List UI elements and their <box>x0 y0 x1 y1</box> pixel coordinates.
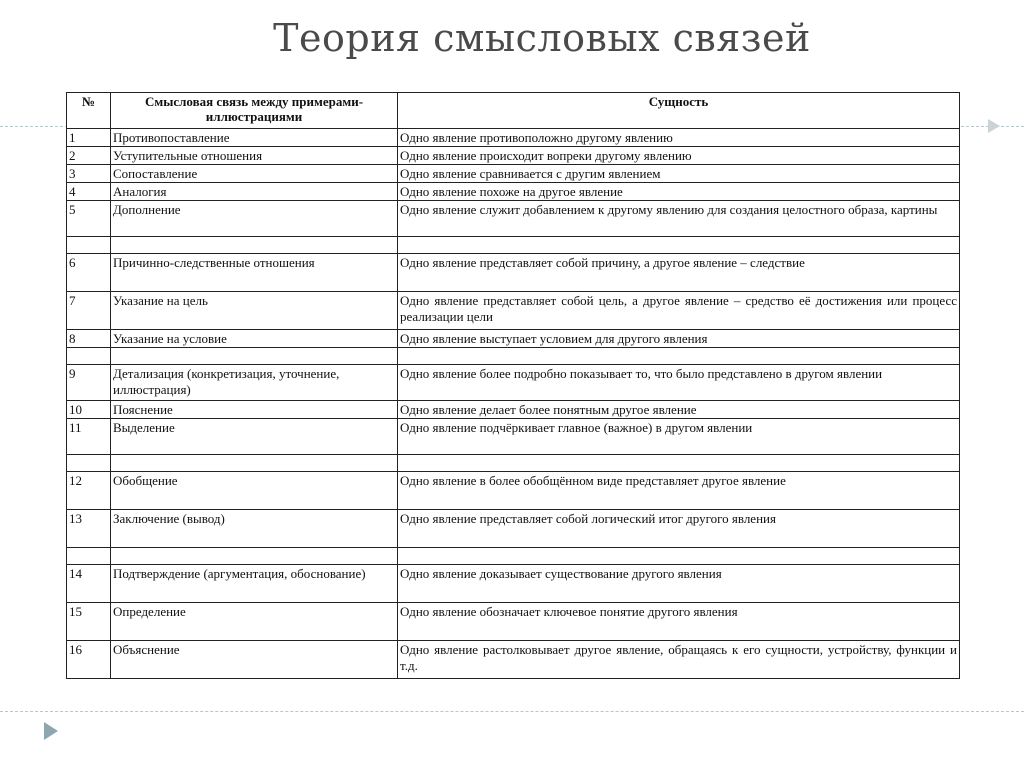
table-row <box>67 147 960 165</box>
row-relation: Аналогия <box>111 183 398 201</box>
play-arrow-icon <box>44 722 58 740</box>
row-relation: Заключение (вывод) <box>111 510 398 548</box>
row-relation: Выделение <box>111 419 398 455</box>
table-row <box>67 510 960 548</box>
row-num: 4 <box>67 183 111 201</box>
row-essence <box>398 455 960 472</box>
slide-title: Теория смысловых связей <box>273 16 811 60</box>
header-num: № <box>67 93 111 129</box>
row-num: 5 <box>67 201 111 237</box>
row-num <box>67 455 111 472</box>
row-essence: Одно явление представляет собой цель, а другое явление – средство её достижения или процесс реализации цели <box>398 292 960 330</box>
row-essence <box>398 548 960 565</box>
row-relation: Противопоставление <box>111 129 398 147</box>
row-relation: Определение <box>111 603 398 641</box>
row-num: 8 <box>67 330 111 348</box>
row-relation <box>111 348 398 365</box>
row-essence: Одно явление представляет собой логический итог другого явления <box>398 510 960 548</box>
row-relation <box>111 237 398 254</box>
row-num: 3 <box>67 165 111 183</box>
table-row <box>67 641 960 679</box>
row-relation: Сопоставление <box>111 165 398 183</box>
row-essence: Одно явление происходит вопреки другому явлению <box>398 147 960 165</box>
bottom-dashed-divider <box>0 711 1024 712</box>
row-num: 1 <box>67 129 111 147</box>
header-essence: Сущность <box>398 93 960 129</box>
table-row-empty <box>67 455 960 472</box>
row-relation: Причинно-следственные отношения <box>111 254 398 292</box>
row-num: 10 <box>67 401 111 419</box>
table-row <box>67 254 960 292</box>
row-relation: Детализация (конкретизация, уточнение, иллюстрация) <box>111 365 398 401</box>
row-essence: Одно явление подчёркивает главное (важное) в другом явлении <box>398 419 960 455</box>
table-row <box>67 603 960 641</box>
table-row <box>67 419 960 455</box>
top-arrow-icon <box>988 119 1000 133</box>
table-row-empty <box>67 237 960 254</box>
row-num: 6 <box>67 254 111 292</box>
row-essence: Одно явление противоположно другому явлению <box>398 129 960 147</box>
row-essence: Одно явление похоже на другое явление <box>398 183 960 201</box>
table-header-row <box>67 93 960 129</box>
row-relation: Подтверждение (аргументация, обоснование) <box>111 565 398 603</box>
row-relation: Пояснение <box>111 401 398 419</box>
header-relation: Смысловая связь между примерами-иллюстрациями <box>111 93 398 129</box>
row-relation <box>111 548 398 565</box>
table-row <box>67 292 960 330</box>
row-essence: Одно явление более подробно показывает то, что было представлено в другом явлении <box>398 365 960 401</box>
row-num <box>67 237 111 254</box>
row-num: 9 <box>67 365 111 401</box>
row-num: 12 <box>67 472 111 510</box>
row-relation: Обобщение <box>111 472 398 510</box>
row-num: 15 <box>67 603 111 641</box>
row-num: 2 <box>67 147 111 165</box>
table-row <box>67 165 960 183</box>
row-essence: Одно явление обозначает ключевое понятие другого явления <box>398 603 960 641</box>
table-row-empty <box>67 548 960 565</box>
row-essence: Одно явление сравнивается с другим явлением <box>398 165 960 183</box>
table-row <box>67 401 960 419</box>
row-relation: Дополнение <box>111 201 398 237</box>
row-essence: Одно явление доказывает существование другого явления <box>398 565 960 603</box>
row-num: 16 <box>67 641 111 679</box>
row-num: 11 <box>67 419 111 455</box>
table-row-empty <box>67 348 960 365</box>
row-essence: Одно явление в более обобщённом виде представляет другое явление <box>398 472 960 510</box>
row-essence: Одно явление делает более понятным другое явление <box>398 401 960 419</box>
row-essence: Одно явление служит добавлением к другому явлению для создания целостного образа, картины <box>398 201 960 237</box>
row-relation: Указание на цель <box>111 292 398 330</box>
row-num: 14 <box>67 565 111 603</box>
row-num: 13 <box>67 510 111 548</box>
row-num <box>67 348 111 365</box>
row-essence: Одно явление выступает условием для другого явления <box>398 330 960 348</box>
row-num <box>67 548 111 565</box>
table-row <box>67 365 960 401</box>
table-row <box>67 472 960 510</box>
row-relation <box>111 455 398 472</box>
row-relation: Указание на условие <box>111 330 398 348</box>
table-row <box>67 330 960 348</box>
row-relation: Уступительные отношения <box>111 147 398 165</box>
row-num: 7 <box>67 292 111 330</box>
row-relation: Объяснение <box>111 641 398 679</box>
row-essence <box>398 237 960 254</box>
table-row <box>67 565 960 603</box>
relations-table <box>66 92 960 679</box>
row-essence <box>398 348 960 365</box>
table-row <box>67 183 960 201</box>
table-row <box>67 201 960 237</box>
row-essence: Одно явление растолковывает другое явление, обращаясь к его сущности, устройству, функции и т.д. <box>398 641 960 679</box>
row-essence: Одно явление представляет собой причину, а другое явление – следствие <box>398 254 960 292</box>
table-row <box>67 129 960 147</box>
